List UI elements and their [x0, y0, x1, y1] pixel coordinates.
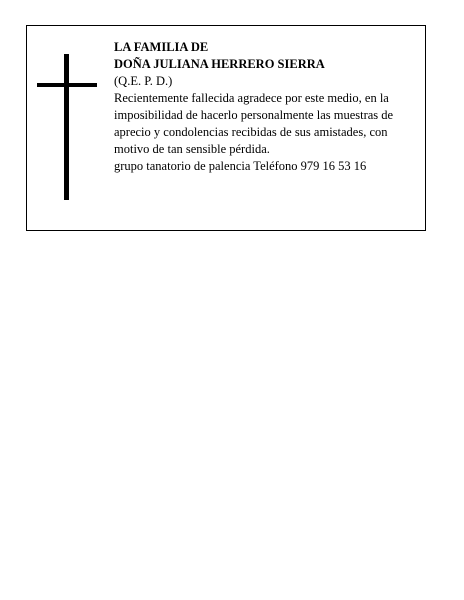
notice-heading-name: DOÑA JULIANA HERRERO SIERRA [114, 57, 325, 71]
notice-message: Recientemente fallecida agradece por este medio, en la imposibilidad de hacerlo personalmente las muestras de aprecio y condolencias recibidas de sus amistades, con motivo de tan sensible pérdida. [114, 91, 394, 156]
latin-cross-icon [37, 54, 97, 200]
notice-rip: (Q.E. P. D.) [114, 74, 173, 88]
notice-contact: grupo tanatorio de palencia Teléfono 979 16 53 16 [114, 159, 367, 173]
cross-horizontal-bar [37, 83, 97, 87]
notice-heading-family: LA FAMILIA DE [114, 40, 209, 54]
notice-text-block [114, 39, 422, 175]
cross-vertical-bar [64, 54, 69, 200]
obituary-notice [26, 25, 426, 231]
